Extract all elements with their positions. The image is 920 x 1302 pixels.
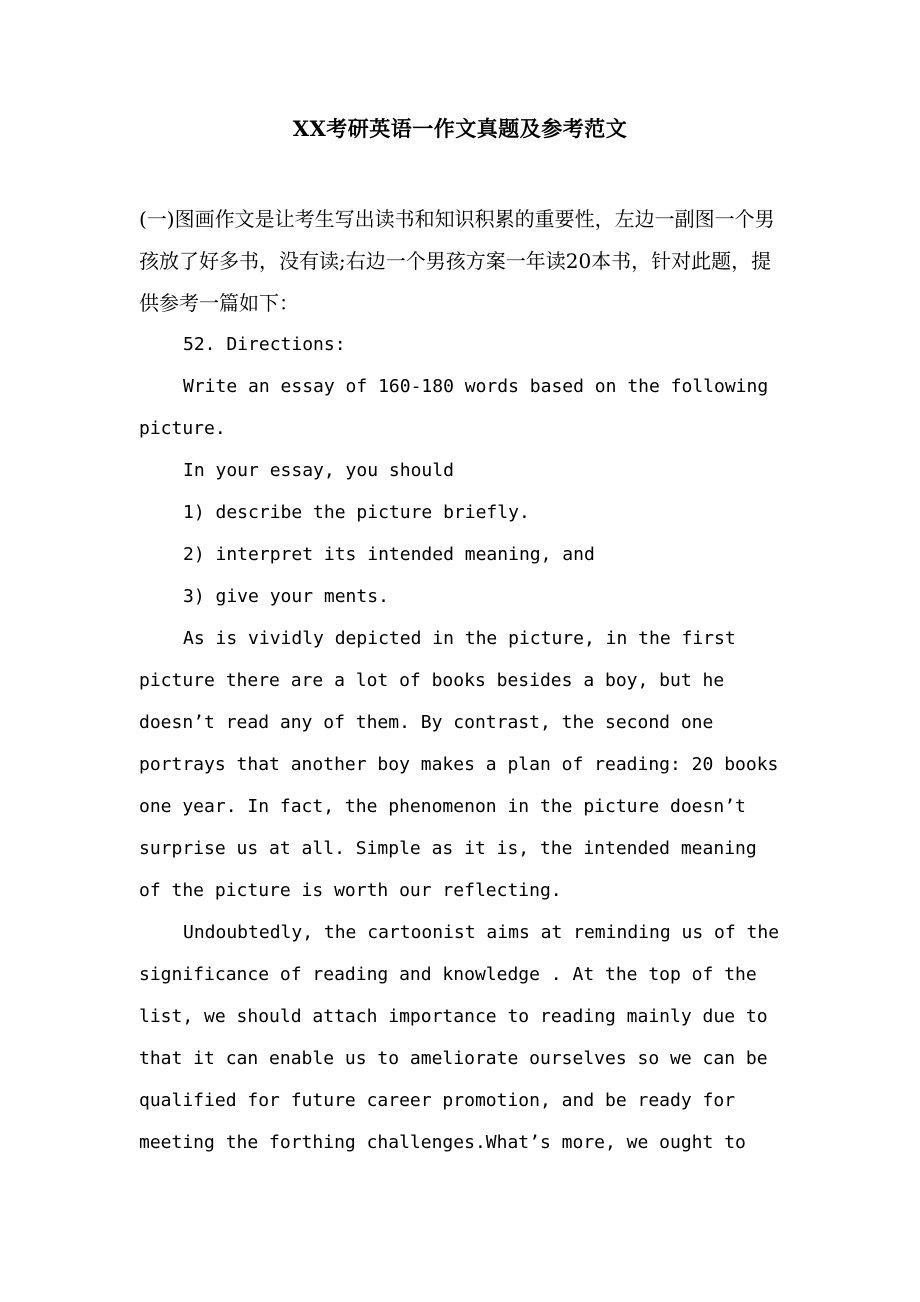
essay-paragraph-2: Undoubtedly, the cartoonist aims at reminding us of the significance of reading and knowledge . At the top of the list, we should attach importance to reading mainly due to that it can enable us to ameliorate ourselves so we can be qualified for future career promotion, and be ready for meeting the forthing challenges.What’s more, we ought to [139,922,780,1153]
directions-label: 52. Directions: [183,334,346,355]
should-label: In your essay, you should [183,460,454,481]
document-body [139,198,781,1164]
intro-paragraph: (一)图画作文是让考生写出读书和知识积累的重要性，左边一副图一个男孩放了好多书，没有读;右边一个男孩方案一年读20本书，针对此题，提供参考一篇如下： [139,207,775,315]
point-item-1: 1) describe the picture briefly. [183,502,530,523]
essay-paragraph-1: As is vividly depicted in the picture, in the first picture there are a lot of books besides a boy, but he doesn’t read any of them. By contrast, the second one portrays that another boy makes a plan of reading: 20 books one year. In fact, the phenomenon in the picture doesn’t surprise us at all. Simple as it is, the intended meaning of the picture is worth our reflecting. [139,628,779,901]
document-title: XX考研英语一作文真题及参考范文 [292,116,628,141]
point-item-2: 2) interpret its intended meaning, and [183,544,595,565]
point-item-3: 3) give your ments. [183,586,389,607]
instruction-text: Write an essay of 160-180 words based on the following picture. [139,376,769,439]
